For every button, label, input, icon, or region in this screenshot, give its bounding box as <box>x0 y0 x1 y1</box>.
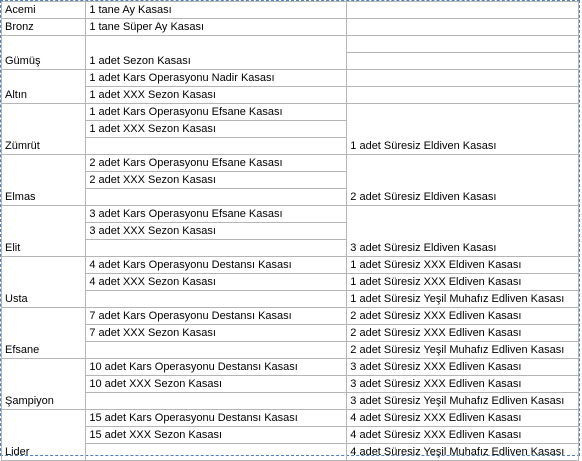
rewards-table <box>1 1 579 461</box>
bonus-cell[interactable]: 3 adet Süresiz Yeşil Muhafız Edliven Kasası <box>347 393 579 410</box>
table-row <box>2 206 579 223</box>
level-cell[interactable]: Zümrüt <box>2 104 86 155</box>
reward-cell[interactable]: 3 adet XXX Sezon Kasası <box>86 223 347 240</box>
level-cell[interactable]: Gümüş <box>2 36 86 70</box>
reward-cell[interactable] <box>86 342 347 359</box>
reward-cell[interactable]: 1 adet XXX Sezon Kasası <box>86 87 347 104</box>
table-row <box>2 2 579 19</box>
bonus-cell[interactable] <box>347 53 579 70</box>
table-row <box>2 359 579 376</box>
bonus-cell[interactable] <box>347 87 579 104</box>
bonus-cell[interactable]: 3 adet Süresiz Eldiven Kasası <box>347 206 579 257</box>
bonus-cell[interactable]: 1 adet Süresiz Yeşil Muhafız Edliven Kasası <box>347 291 579 308</box>
table-row <box>2 427 579 444</box>
table-row <box>2 342 579 359</box>
bonus-cell[interactable] <box>347 2 579 19</box>
reward-cell[interactable] <box>86 189 347 206</box>
reward-cell[interactable]: 1 tane Süper Ay Kasası <box>86 19 347 36</box>
table-row <box>2 291 579 308</box>
reward-cell[interactable] <box>86 240 347 257</box>
reward-cell[interactable]: 10 adet Kars Operasyonu Destansı Kasası <box>86 359 347 376</box>
table-row <box>2 376 579 393</box>
reward-cell[interactable]: 3 adet Kars Operasyonu Efsane Kasası <box>86 206 347 223</box>
bonus-cell[interactable] <box>347 19 579 36</box>
table-row <box>2 325 579 342</box>
reward-cell[interactable]: 15 adet XXX Sezon Kasası <box>86 427 347 444</box>
bonus-cell[interactable]: 1 adet Süresiz Eldiven Kasası <box>347 104 579 155</box>
reward-cell[interactable]: 10 adet XXX Sezon Kasası <box>86 376 347 393</box>
bonus-cell[interactable] <box>347 70 579 87</box>
bonus-cell[interactable]: 3 adet Süresiz XXX Edliven Kasası <box>347 376 579 393</box>
table-row <box>2 257 579 274</box>
level-cell[interactable]: Şampiyon <box>2 359 86 410</box>
bonus-cell[interactable]: 2 adet Süresiz XXX Edliven Kasası <box>347 325 579 342</box>
reward-cell[interactable]: 1 adet Sezon Kasası <box>86 36 347 70</box>
reward-cell[interactable]: 1 adet Kars Operasyonu Efsane Kasası <box>86 104 347 121</box>
table-row <box>2 308 579 325</box>
bonus-cell[interactable]: 2 adet Süresiz Eldiven Kasası <box>347 155 579 206</box>
level-cell[interactable]: Usta <box>2 257 86 308</box>
bonus-cell[interactable]: 1 adet Süresiz XXX Eldiven Kasası <box>347 274 579 291</box>
table-row <box>2 36 579 53</box>
reward-cell[interactable]: 4 adet Kars Operasyonu Destansı Kasası <box>86 257 347 274</box>
bonus-cell[interactable]: 4 adet Süresiz Yeşil Muhafız Edliven Kasası <box>347 444 579 461</box>
reward-cell[interactable]: 7 adet Kars Operasyonu Destansı Kasası <box>86 308 347 325</box>
table-row <box>2 410 579 427</box>
reward-cell[interactable]: 1 tane Ay Kasası <box>86 2 347 19</box>
reward-cell[interactable] <box>86 138 347 155</box>
table-row <box>2 87 579 104</box>
reward-cell[interactable]: 2 adet XXX Sezon Kasası <box>86 172 347 189</box>
reward-cell[interactable]: 1 adet Kars Operasyonu Nadir Kasası <box>86 70 347 87</box>
level-cell[interactable]: Acemi <box>2 2 86 19</box>
bonus-cell[interactable]: 4 adet Süresiz XXX Edliven Kasası <box>347 410 579 427</box>
table-row <box>2 104 579 121</box>
reward-cell[interactable] <box>86 291 347 308</box>
reward-cell[interactable]: 15 adet Kars Operasyonu Destansı Kasası <box>86 410 347 427</box>
table-row <box>2 393 579 410</box>
level-cell[interactable]: Efsane <box>2 308 86 359</box>
bonus-cell[interactable]: 2 adet Süresiz Yeşil Muhafız Edliven Kasası <box>347 342 579 359</box>
level-cell[interactable]: Elmas <box>2 155 86 206</box>
reward-cell[interactable]: 2 adet Kars Operasyonu Efsane Kasası <box>86 155 347 172</box>
level-cell[interactable]: Bronz <box>2 19 86 36</box>
bonus-cell[interactable] <box>347 36 579 53</box>
table-row <box>2 70 579 87</box>
table-row <box>2 19 579 36</box>
table-row <box>2 155 579 172</box>
table-row <box>2 274 579 291</box>
level-cell[interactable]: Lider <box>2 410 86 461</box>
bonus-cell[interactable]: 2 adet Süresiz XXX Edliven Kasası <box>347 308 579 325</box>
level-cell[interactable]: Elit <box>2 206 86 257</box>
reward-cell[interactable]: 7 adet XXX Sezon Kasası <box>86 325 347 342</box>
bonus-cell[interactable]: 3 adet Süresiz XXX Edliven Kasası <box>347 359 579 376</box>
reward-cell[interactable]: 4 adet XXX Sezon Kasası <box>86 274 347 291</box>
reward-cell[interactable]: 1 adet XXX Sezon Kasası <box>86 121 347 138</box>
bonus-cell[interactable]: 4 adet Süresiz XXX Edliven Kasası <box>347 427 579 444</box>
bonus-cell[interactable]: 1 adet Süresiz XXX Eldiven Kasası <box>347 257 579 274</box>
reward-cell[interactable] <box>86 393 347 410</box>
level-cell[interactable]: Altın <box>2 70 86 104</box>
